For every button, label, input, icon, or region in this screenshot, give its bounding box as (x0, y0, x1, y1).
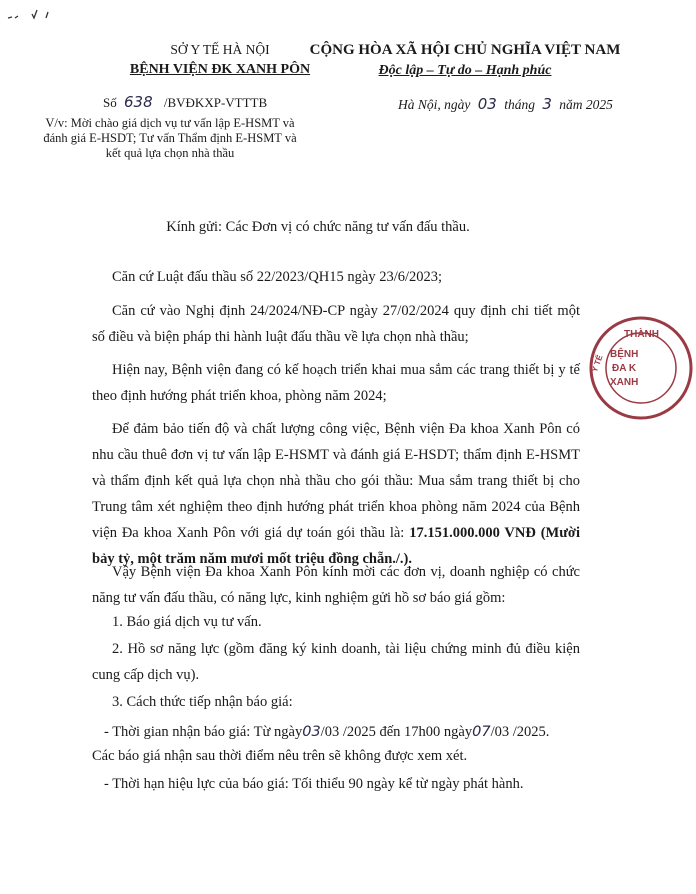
paragraph-legal-basis-1: Căn cứ Luật đấu thầu số 22/2023/QH15 ngày 23/6/2023; (112, 269, 443, 285)
receiving-time-from-label: - Thời gian nhận báo giá: Từ ngày (104, 724, 303, 740)
validity-line: - Thời hạn hiệu lực của báo giá: Tối thiểu 90 ngày kể từ ngày phát hành. (104, 776, 524, 792)
stamp-line-1: BỆNH (610, 349, 639, 360)
receiving-time-to-label: /03 /2025 đến 17h00 ngày (320, 724, 473, 740)
estimated-amount: 17.151.000.000 VNĐ (Mười bảy tỷ, một trăm năm mươi mốt triệu đồng chẵn./.). (92, 525, 580, 567)
paragraph-legal-basis-2: Căn cứ vào Nghị định 24/2024/NĐ-CP ngày 27/02/2024 quy định chi tiết một số điều và biện pháp thi hành luật đấu thầu về lựa chọn nhà thầu; (92, 303, 580, 345)
recipient-line: Kính gửi: Các Đơn vị có chức năng tư vấn đấu thầu. (166, 219, 470, 235)
date-prefix: Hà Nội, ngày (398, 97, 471, 112)
doc-number-prefix: Số (103, 95, 117, 110)
list-item-1: 1. Báo giá dịch vụ tư vấn. (112, 614, 262, 630)
paragraph-current-plan: Hiện nay, Bệnh viện đang có kế hoạch triển khai mua sắm các trang thiết bị y tế theo định hướng phát triển khoa, phòng năm 2024; (92, 362, 580, 404)
purpose-text: Để đảm bảo tiến độ và chất lượng công việc, Bệnh viện Đa khoa Xanh Pôn có nhu cầu thuê đơn vị tư vấn lập E-HSMT và đánh giá E-HSDT; thẩm định E-HSMT và thẩm định kết quả lựa chọn nhà thầu cho gói thầu: Mua sắm trang thiết bị cho Trung tâm xét nghiệm theo định hướng phát triển khoa phòng năm 2024 của Bệnh viện Đa khoa Xanh Pôn với giá dự toán gói thầu là: (92, 421, 580, 541)
document-number (103, 93, 267, 111)
doc-number-handwritten: 638 (123, 93, 153, 111)
list-item-3: 3. Cách thức tiếp nhận báo giá: (112, 694, 293, 710)
handwritten-mark (6, 4, 66, 24)
stamp-line-3: XANH (610, 377, 639, 388)
stamp-arc-text: THÀNH (624, 329, 659, 340)
date-month-handwritten: 3 (542, 95, 552, 113)
document-date (398, 95, 613, 113)
date-year: năm 2025 (559, 97, 613, 112)
motto: Độc lập – Tự do – Hạnh phúc (378, 63, 552, 78)
nation-title: CỘNG HÒA XÃ HỘI CHỦ NGHĨA VIỆT NAM (309, 42, 621, 58)
paragraph-purpose (92, 416, 580, 572)
receiving-day-end: 07 (472, 724, 491, 740)
paragraph-invitation: Vậy Bệnh viện Đa khoa Xanh Pôn kính mời các đơn vị, doanh nghiệp có chức năng tư vấn đấu thầu, có năng lực, kinh nghiệm gửi hồ sơ báo giá gồm: (92, 564, 580, 606)
date-month-label: tháng (504, 97, 535, 112)
org-name: BỆNH VIỆN ĐK XANH PÔN (129, 62, 311, 77)
receiving-time-note: Các báo giá nhận sau thời điểm nêu trên sẽ không được xem xét. (92, 748, 468, 764)
org-parent: SỞ Y TẾ HÀ NỘI (170, 42, 270, 57)
document-subject: V/v: Mời chào giá dịch vụ tư vấn lập E-HSMT và đánh giá E-HSDT; Tư vấn Thẩm định E-HSMT và kết quả lựa chọn nhà thầu (43, 116, 297, 160)
official-stamp (586, 313, 696, 423)
doc-number-suffix: /BVĐKXP-VTTTB (163, 95, 268, 110)
receiving-time (104, 724, 549, 741)
receiving-time-end: /03 /2025. (490, 724, 550, 740)
date-day-handwritten: 03 (477, 95, 497, 113)
list-item-2: 2. Hồ sơ năng lực (gồm đăng ký kinh doanh, tài liệu chứng minh đủ điều kiện cung cấp dịch vụ). (92, 641, 580, 683)
receiving-day-start: 03 (302, 724, 321, 740)
stamp-line-2: ĐA K (612, 363, 637, 374)
stamp-side-text: Y TẾ (590, 353, 605, 374)
